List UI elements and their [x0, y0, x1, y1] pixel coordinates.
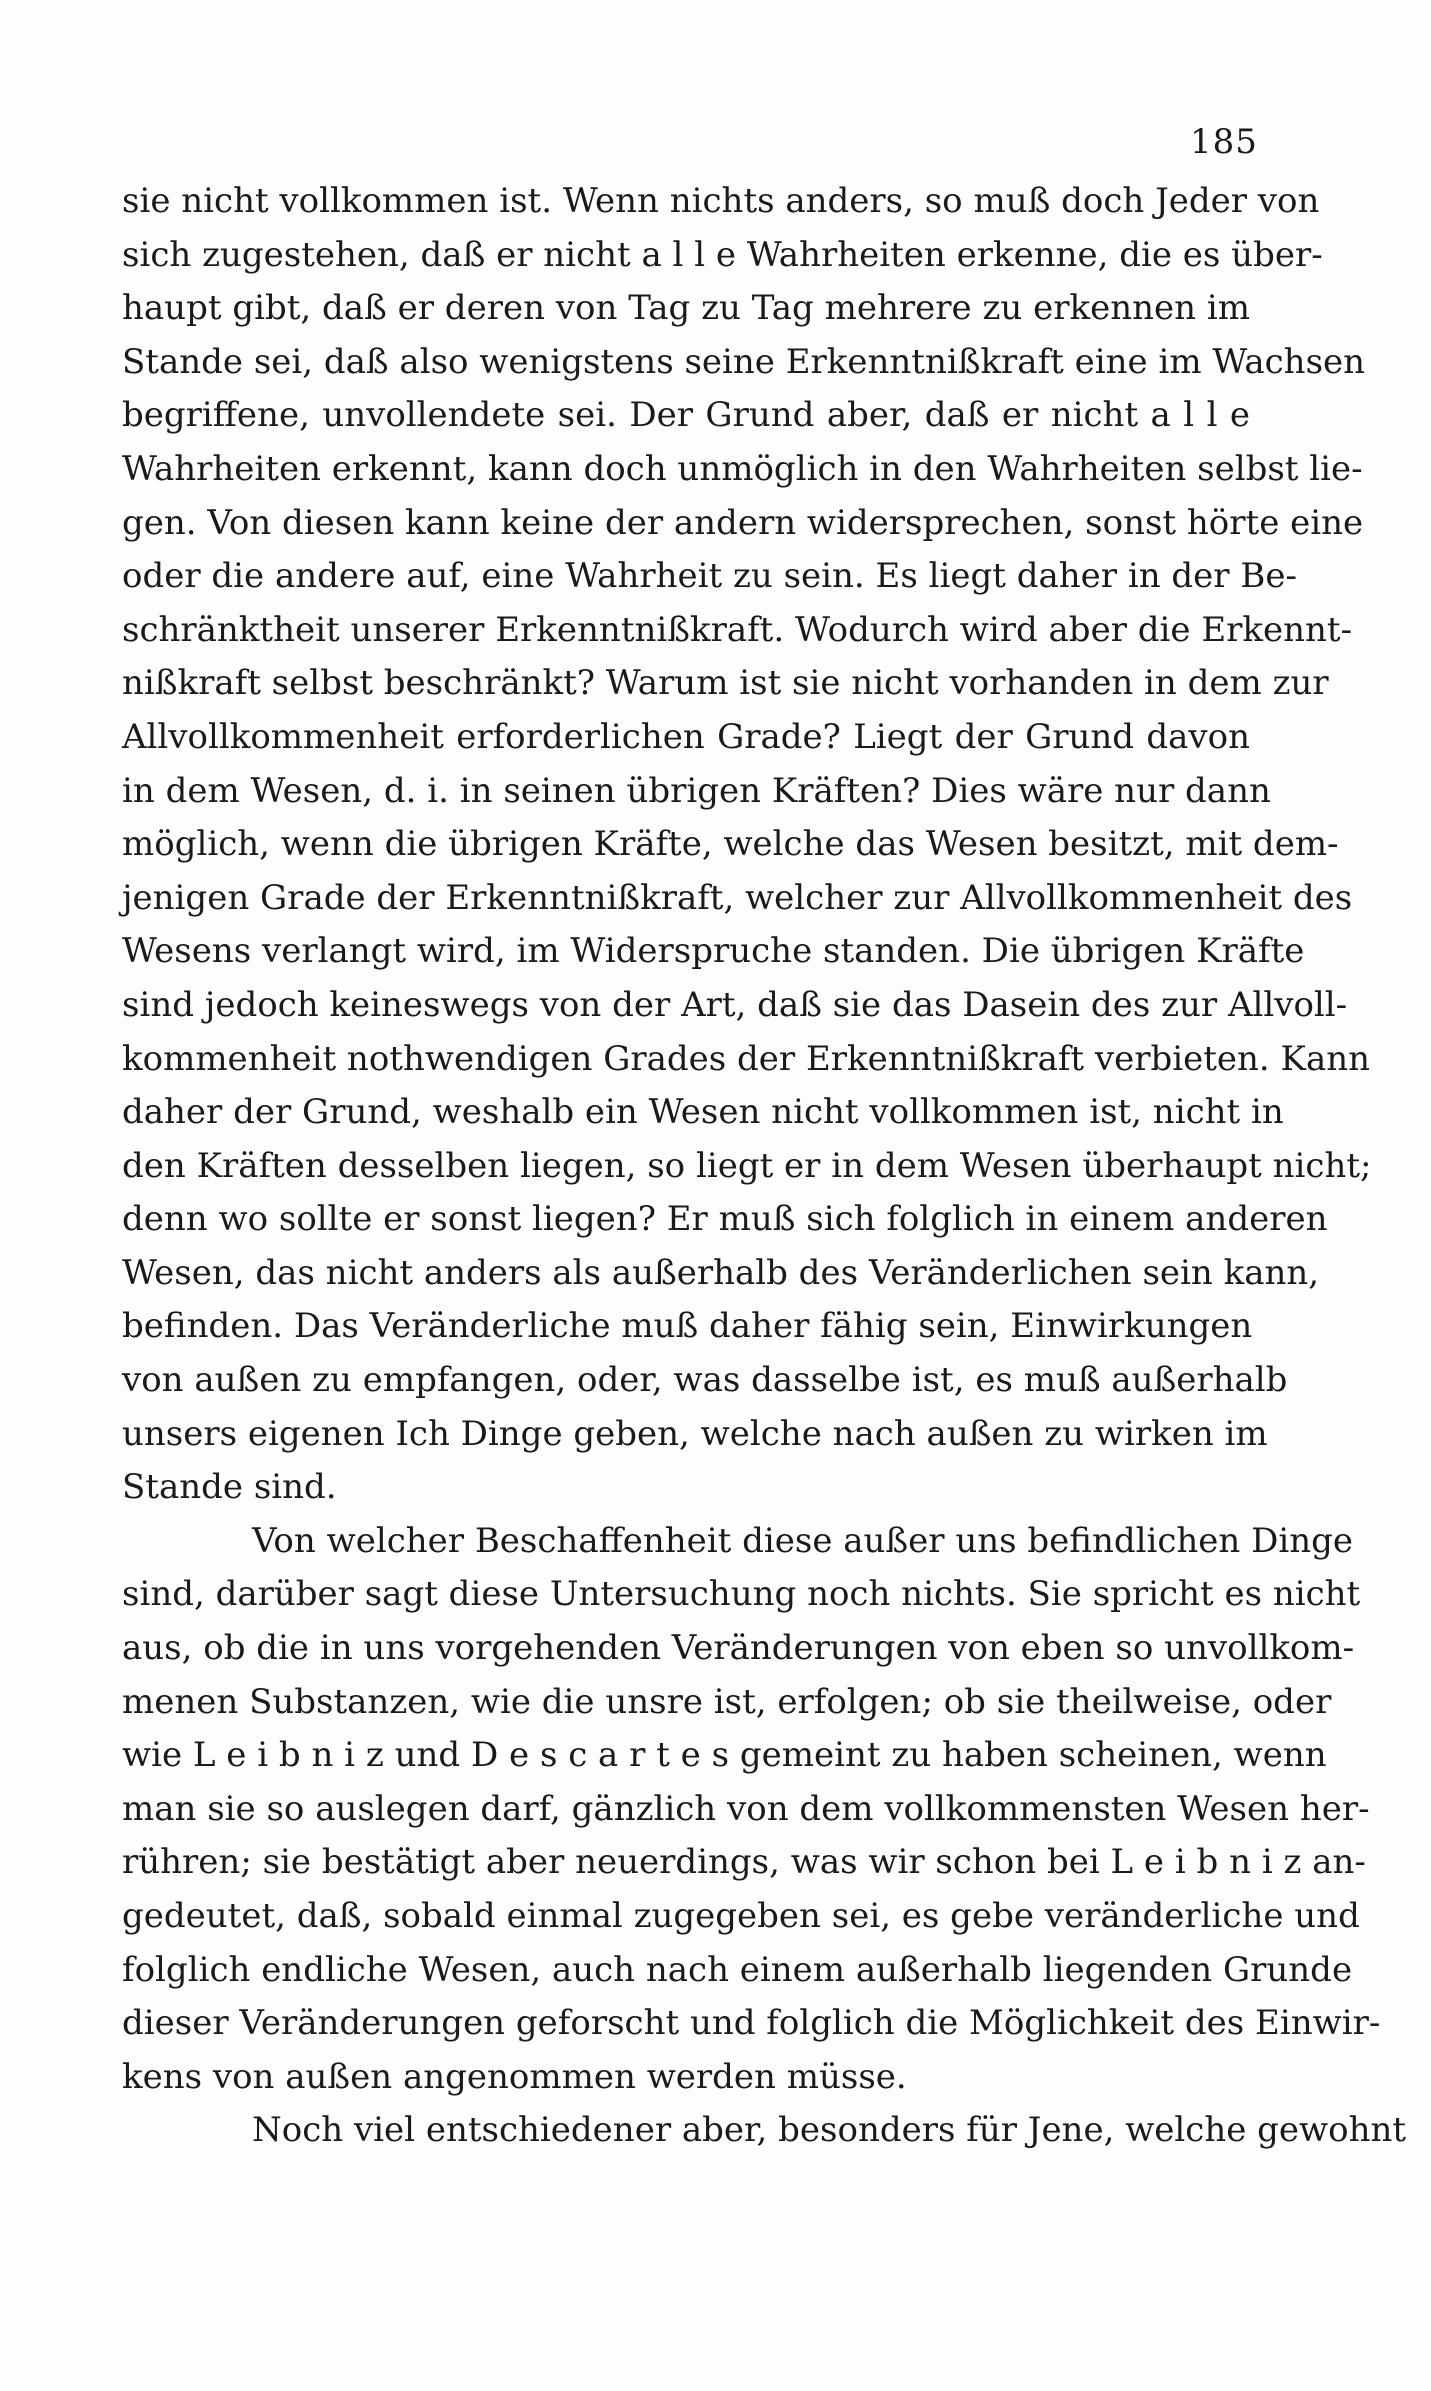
text-line: möglich, wenn die übrigen Kräfte, welche das Wesen besitzt, mit dem- — [122, 824, 1339, 865]
text-line: Allvollkommenheit erforderlichen Grade? Liegt der Grund davon — [122, 716, 1250, 757]
text-line: gen. Von diesen kann keine der andern widersprechen, sonst hörte eine — [122, 502, 1364, 543]
text-line: jenigen Grade der Erkenntnißkraft, welcher zur Allvollkommenheit des — [122, 877, 1353, 918]
text-line: aus, ob die in uns vorgehenden Veränderungen von eben so unvollkom- — [122, 1628, 1355, 1669]
text-line: Von welcher Beschaffenheit diese außer uns befindlichen Dinge — [252, 1520, 1354, 1561]
text-line: Noch viel entschiedener aber, besonders für Jene, welche gewohnt — [252, 2110, 1407, 2151]
text-line: Wesens verlangt wird, im Widerspruche standen. Die übrigen Kräfte — [122, 931, 1305, 972]
text-line: sich zugestehen, daß er nicht a l l e Wahrheiten erkenne, die es über- — [122, 234, 1323, 275]
text-line: von außen zu empfangen, oder, was dasselbe ist, es muß außerhalb — [122, 1360, 1288, 1401]
text-line: dieser Veränderungen geforscht und folglich die Möglichkeit des Einwir- — [122, 2003, 1381, 2044]
text-line: gedeutet, daß, sobald einmal zugegeben sei, es gebe veränderliche und — [122, 1896, 1360, 1936]
text-line: Wahrheiten erkennt, kann doch unmöglich in den Wahrheiten selbst lie- — [122, 448, 1363, 489]
text-line: sie nicht vollkommen ist. Wenn nichts anders, so muß doch Jeder von — [122, 181, 1320, 221]
text-line: man sie so auslegen darf, gänzlich von dem vollkommensten Wesen her- — [122, 1788, 1370, 1829]
text-line: den Kräften desselben liegen, so liegt er in dem Wesen überhaupt nicht; — [122, 1145, 1372, 1186]
text-line: unsers eigenen Ich Dinge geben, welche nach außen zu wirken im — [122, 1413, 1268, 1454]
text-line: denn wo sollte er sonst liegen? Er muß sich folglich in einem anderen — [122, 1199, 1328, 1240]
page-number: 185 — [1190, 122, 1258, 162]
text-line: kens von außen angenommen werden müsse. — [122, 2056, 907, 2097]
text-line: sind jedoch keineswegs von der Art, daß sie das Dasein des zur Allvoll- — [122, 984, 1348, 1025]
text-line: haupt gibt, daß er deren von Tag zu Tag mehrere zu erkennen im — [122, 288, 1250, 329]
text-line: schränktheit unserer Erkenntnißkraft. Wodurch wird aber die Erkennt- — [122, 609, 1353, 650]
text-line: Stande sei, daß also wenigstens seine Erkenntnißkraft eine im Wachsen — [122, 341, 1366, 382]
text-line: befinden. Das Veränderliche muß daher fähig sein, Einwirkungen — [122, 1306, 1253, 1347]
body-text — [122, 175, 1407, 2158]
text-line: kommenheit nothwendigen Grades der Erkenntnißkraft verbieten. Kann — [122, 1038, 1371, 1079]
text-line: nißkraft selbst beschränkt? Warum ist sie nicht vorhanden in dem zur — [122, 663, 1329, 704]
text-line: begriffene, unvollendete sei. Der Grund aber, daß er nicht a l l e — [122, 395, 1250, 436]
text-line: Stande sind. — [122, 1467, 337, 1508]
text-line: Wesen, das nicht anders als außerhalb des Veränderlichen sein kann, — [122, 1252, 1320, 1293]
text-line: in dem Wesen, d. i. in seinen übrigen Kräften? Dies wäre nur dann — [122, 770, 1271, 811]
text-line: wie L e i b n i z und D e s c a r t e s gemeint zu haben scheinen, wenn — [122, 1735, 1327, 1776]
text-line: rühren; sie bestätigt aber neuerdings, was wir schon bei L e i b n i z an- — [122, 1842, 1366, 1883]
text-line: folglich endliche Wesen, auch nach einem außerhalb liegenden Grunde — [122, 1949, 1353, 1990]
text-line: sind, darüber sagt diese Untersuchung noch nichts. Sie spricht es nicht — [122, 1574, 1361, 1615]
text-line: oder die andere auf, eine Wahrheit zu sein. Es liegt daher in der Be- — [122, 556, 1297, 597]
text-line: daher der Grund, weshalb ein Wesen nicht vollkommen ist, nicht in — [122, 1092, 1284, 1133]
text-line: menen Substanzen, wie die unsre ist, erfolgen; ob sie theilweise, oder — [122, 1681, 1332, 1722]
